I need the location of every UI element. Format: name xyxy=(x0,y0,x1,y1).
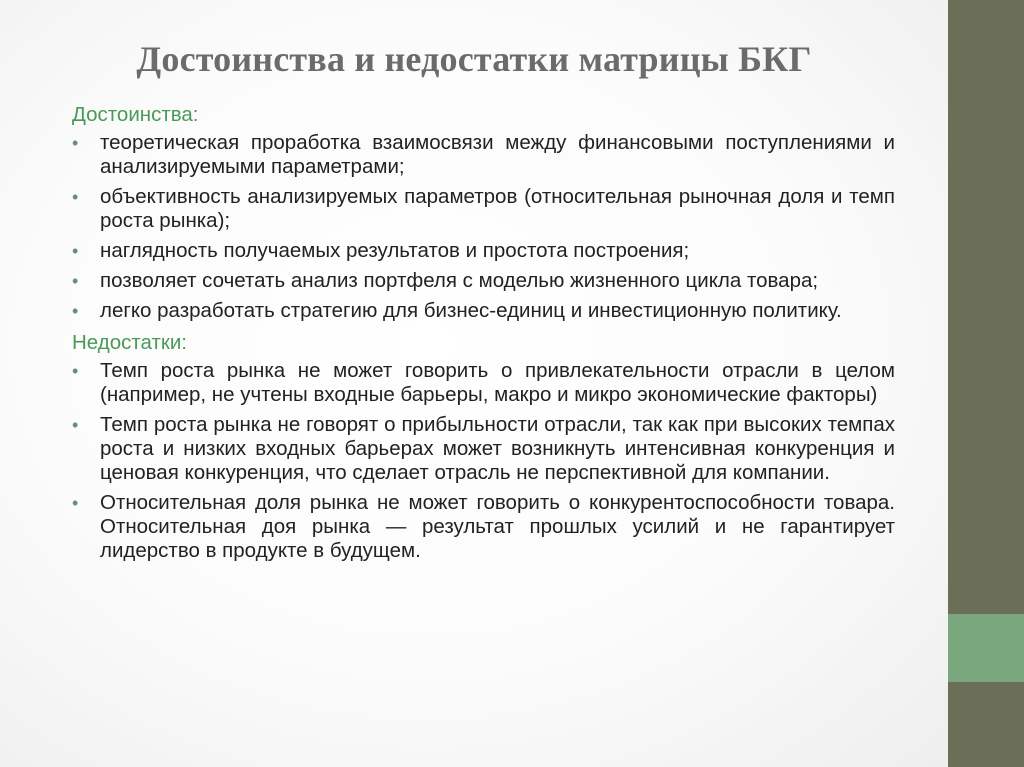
disadvantages-list xyxy=(72,359,895,563)
bullet-icon: • xyxy=(72,187,79,207)
slide-title: Достоинства и недостатки матрицы БКГ xyxy=(136,39,812,79)
advantage-item: • легко разработать стратегию для бизнес-единиц и инвестиционную политику. xyxy=(72,299,842,322)
bullet-icon: • xyxy=(72,415,79,435)
advantage-item: • позволяет сочетать анализ портфеля с моделью жизненного цикла товара; xyxy=(72,269,819,292)
bullet-icon: • xyxy=(72,133,79,153)
side-accent-block xyxy=(948,614,1024,682)
disadvantages-heading: Недостатки: xyxy=(72,331,187,354)
bullet-icon: • xyxy=(72,241,79,261)
advantages-list xyxy=(72,131,895,323)
bullet-icon: • xyxy=(72,301,79,321)
disadvantage-item: • Темп роста рынка не говорят о прибыльности отрасли, так как при высоких темпах роста и низких входных барьерах может возникнуть интенсивная конкуренция и ценовая конкуренция, что сделает отрасль не перспективной для компании. xyxy=(72,413,895,484)
advantage-item: • наглядность получаемых результатов и простота построения; xyxy=(72,239,690,262)
disadvantage-item: • Темп роста рынка не может говорить о привлекательности отрасли в целом (например, не учтены входные барьеры, макро и микро экономические факторы) xyxy=(72,359,895,406)
bullet-icon: • xyxy=(72,361,79,381)
advantage-item: • теоретическая проработка взаимосвязи между финансовыми поступлениями и анализируемыми параметрами; xyxy=(72,131,895,178)
advantage-item: • объективность анализируемых параметров (относительная рыночная доля и темп роста рынка); xyxy=(72,185,895,232)
bullet-icon: • xyxy=(72,493,79,513)
slide-content xyxy=(72,103,895,569)
disadvantage-item: • Относительная доля рынка не может говорить о конкурентоспособности товара. Относительная доя рынка — результат прошлых усилий и не гарантирует лидерство в продукте в будущем. xyxy=(72,491,895,562)
bullet-icon: • xyxy=(72,271,79,291)
advantages-heading: Достоинства: xyxy=(72,103,199,126)
